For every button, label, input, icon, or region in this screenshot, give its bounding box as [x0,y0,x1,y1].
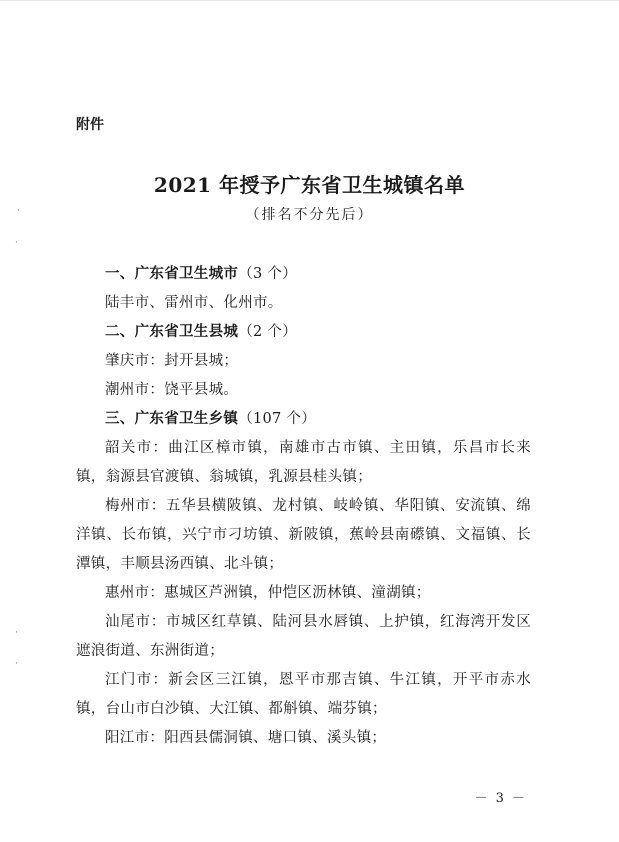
county-entry: 肇庆市：封开县城； [105,353,239,369]
town-entry: 韶关市：曲江区樟市镇，南雄市古市镇、主田镇，乐昌市长来镇，翁源县官渡镇、翁城镇，乳源县桂头镇； [76,440,531,485]
page-number: － 3 － [474,791,527,806]
margin-mark: · [17,206,20,216]
attachment-label: 附件 [76,117,104,133]
section-heading-cities: 一、广东省卫生城市（3 个） [105,266,298,282]
section-count: （2 个） [238,324,298,340]
section-heading-counties: 二、广东省卫生县城（2 个） [105,324,298,340]
section-count: （107 个） [238,411,317,427]
section-heading-towns: 三、广东省卫生乡镇（107 个） [105,411,317,427]
town-entry: 惠州市：惠城区芦洲镇，仲恺区沥林镇、潼湖镇； [105,585,431,601]
town-entry: 阳江市：阳西县儒洞镇、塘口镇、溪头镇； [105,730,387,746]
document-body [76,260,531,753]
town-entry: 汕尾市：市城区红草镇、陆河县水唇镇、上护镇，红海湾开发区遮浪街道、东洲街道； [76,614,531,659]
county-entry: 潮州市：饶平县城。 [105,382,239,398]
margin-mark: · [15,628,18,638]
document-title: 2021 年授予广东省卫生城镇名单 [153,173,466,197]
document-subtitle: （排名不分先后） [245,207,374,223]
town-entry: 江门市：新会区三江镇，恩平市那吉镇、牛江镇，开平市赤水镇，台山市白沙镇、大江镇、都斛镇、端芬镇； [76,672,531,717]
margin-mark: · [15,238,18,248]
section-count: （3 个） [238,266,298,282]
margin-mark: · [15,659,18,669]
city-list: 陆丰市、雷州市、化州市。 [105,295,283,311]
town-entry: 梅州市：五华县横陂镇、龙村镇、岐岭镇、华阳镇、安流镇、绵洋镇、长布镇，兴宁市刁坊镇、新陂镇，蕉岭县南礤镇、文福镇、长潭镇，丰顺县汤西镇、北斗镇； [76,498,531,572]
